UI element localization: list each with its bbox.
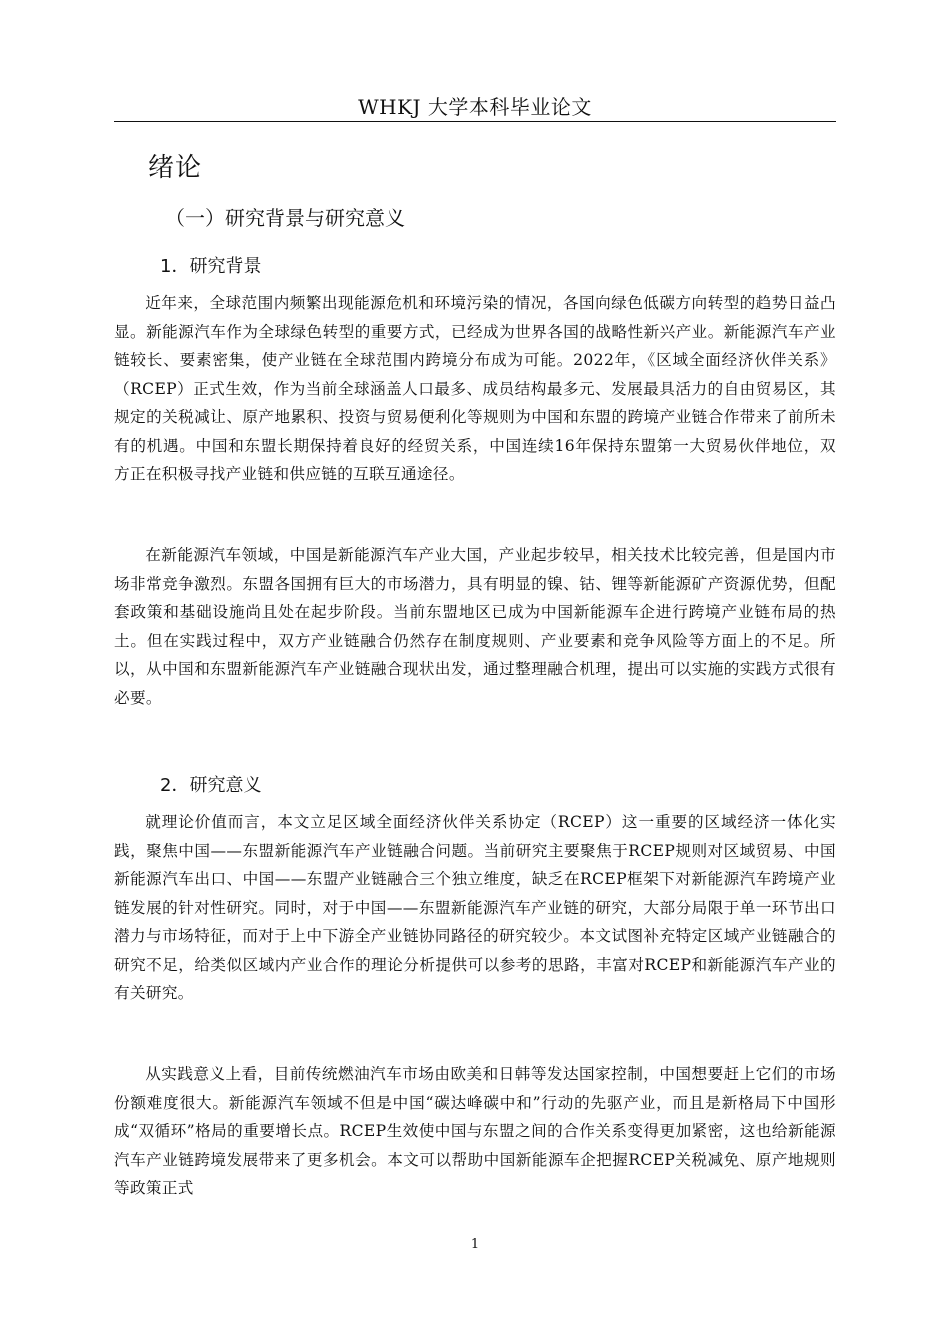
subsection-title-background: 1．研究背景	[160, 256, 262, 277]
paragraph-background-1: 近年来，全球范围内频繁出现能源危机和环境污染的情况，各国向绿色低碳方向转型的趋势日益凸显。新能源汽车作为全球绿色转型的重要方式，已经成为世界各国的战略性新兴产业。新能源汽车产业链较长、要素密集，使产业链在全球范围内跨境分布成为可能。2022年，《区域全面经济伙伴关系》（RCEP）正式生效，作为当前全球涵盖人口最多、成员结构最多元、发展最具活力的自由贸易区，其规定的关税减让、原产地累积、投资与贸易便利化等规则为中国和东盟的跨境产业链合作带来了前所未有的机遇。中国和东盟长期保持着良好的经贸关系，中国连续16年保持东盟第一大贸易伙伴地位，双方正在积极寻找产业链和供应链的互联互通途径。	[114, 294, 836, 483]
subsection-title-significance: 2．研究意义	[160, 775, 262, 796]
paragraph-background-2: 在新能源汽车领域，中国是新能源汽车产业大国，产业起步较早，相关技术比较完善，但是国内市场非常竞争激烈。东盟各国拥有巨大的市场潜力，具有明显的镍、钴、锂等新能源矿产资源优势，但配套政策和基础设施尚且处在起步阶段。当前东盟地区已成为中国新能源车企进行跨境产业链布局的热土。但在实践过程中，双方产业链融合仍然存在制度规则、产业要素和竞争风险等方面上的不足。所以，从中国和东盟新能源汽车产业链融合现状出发，通过整理融合机理，提出可以实施的实践方式很有必要。	[114, 546, 836, 707]
chapter-title: 绪论	[148, 153, 203, 183]
page-number: 1	[470, 1237, 480, 1252]
header-rule	[114, 121, 836, 122]
paragraph-significance-1: 就理论价值而言，本文立足区域全面经济伙伴关系协定（RCEP）这一重要的区域经济一体化实践，聚焦中国——东盟新能源汽车产业链融合问题。当前研究主要聚焦于RCEP规则对区域贸易、中国新能源汽车出口、中国——东盟产业链融合三个独立维度，缺乏在RCEP框架下对新能源汽车跨境产业链发展的针对性研究。同时，对于中国——东盟新能源汽车产业链的研究，大部分局限于单一环节出口潜力与市场特征，而对于上中下游全产业链协同路径的研究较少。本文试图补充特定区域产业链融合的研究不足，给类似区域内产业合作的理论分析提供可以参考的思路，丰富对RCEP和新能源汽车产业的有关研究。	[114, 813, 836, 1002]
running-header: WHKJ 大学本科毕业论文	[358, 95, 592, 119]
section-title: （一）研究背景与研究意义	[165, 206, 405, 230]
paragraph-significance-2: 从实践意义上看，目前传统燃油汽车市场由欧美和日韩等发达国家控制，中国想要赶上它们的市场份额难度很大。新能源汽车领域不但是中国“碳达峰碳中和”行动的先驱产业，而且是新格局下中国形成“双循环”格局的重要增长点。RCEP生效使中国与东盟之间的合作关系变得更加紧密，这也给新能源汽车产业链跨境发展带来了更多机会。本文可以帮助中国新能源车企把握RCEP关税减免、原产地规则等政策正式	[114, 1065, 836, 1197]
